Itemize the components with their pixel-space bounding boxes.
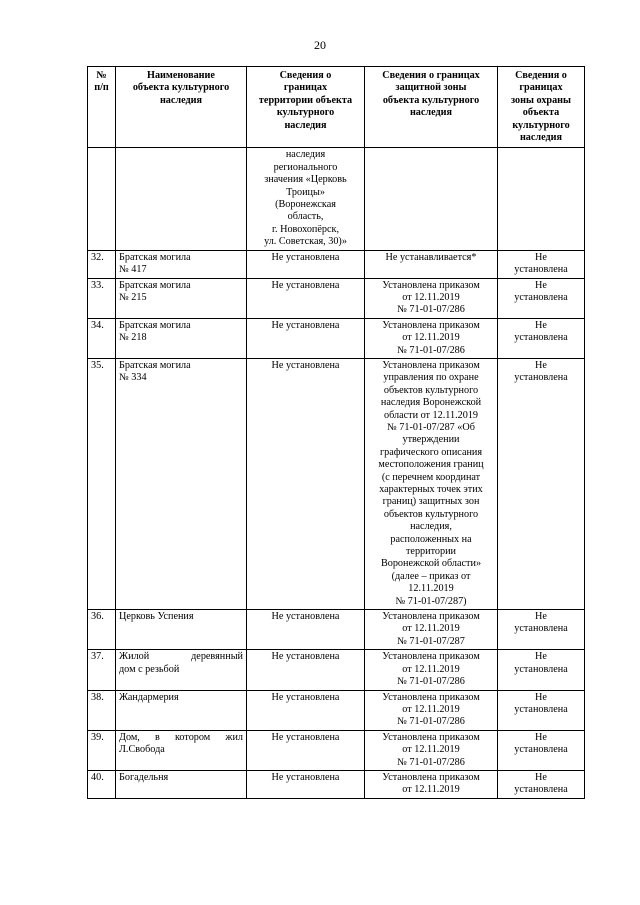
cell-line: Дом, в котором жил	[119, 731, 243, 743]
cell-line: № 71-01-07/287 «Об	[387, 421, 475, 433]
cell-line: № 71-01-07/286	[397, 756, 465, 768]
cell-line: № 71-01-07/286	[397, 676, 465, 688]
cell-line: границах	[519, 82, 563, 94]
cell-line: г. Новохопёрск,	[271, 223, 340, 235]
cell-line: Л.Свобода	[119, 744, 165, 756]
territory-info	[247, 250, 365, 278]
territory-info	[247, 358, 365, 609]
protection-zone-info	[498, 148, 585, 250]
cell-line: Не	[535, 611, 547, 623]
cell-line: Не	[535, 251, 547, 263]
cell-line: установлена	[514, 332, 568, 344]
cell-line: Сведения о	[279, 70, 332, 81]
cell-line: установлена	[514, 623, 568, 635]
cell-line: от 12.11.2019	[402, 291, 460, 303]
territory-info	[247, 610, 365, 650]
protection-zone-info	[498, 690, 585, 730]
cell-line: № 71-01-07/286	[397, 304, 465, 316]
object-name	[116, 610, 247, 650]
cell-line: установлена	[514, 291, 568, 303]
row-number: 39.	[88, 730, 116, 770]
cell-line: Установлена приказом	[382, 279, 480, 291]
protective-zone-info	[365, 690, 498, 730]
cell-line: Не	[535, 319, 547, 331]
cell-line: Не	[535, 771, 547, 783]
cell-line: границах	[283, 82, 328, 94]
protection-zone-info	[498, 650, 585, 690]
object-name	[116, 148, 247, 250]
row-number: 40.	[88, 770, 116, 798]
table-row	[88, 148, 585, 250]
cell-line: Не установлена	[271, 611, 340, 623]
table-row	[88, 690, 585, 730]
cell-line: (с перечнем координат	[381, 471, 481, 483]
cell-line: Наименование	[147, 70, 215, 81]
cell-line: Братская могила	[119, 319, 191, 331]
cell-line: от 12.11.2019	[402, 332, 460, 344]
cell-line: культурного	[276, 107, 335, 119]
header-protective-zone	[365, 67, 498, 148]
cell-line: установлена	[514, 703, 568, 715]
cell-line: Установлена приказом	[382, 691, 480, 703]
cell-line: от 12.11.2019	[402, 703, 460, 715]
cell-line: 12.11.2019	[408, 583, 454, 595]
cell-line: значения «Церковь	[264, 174, 347, 186]
object-name	[116, 318, 247, 358]
cell-line: Не установлена	[271, 651, 340, 663]
cell-line: Не установлена	[271, 359, 340, 371]
cell-line: от 12.11.2019	[402, 744, 460, 756]
cell-line: установлена	[514, 372, 568, 384]
cell-line: территории объекта	[258, 94, 353, 106]
cell-line: Троицы»	[286, 186, 325, 198]
cell-line: утверждении	[402, 434, 460, 446]
cell-line: Не	[535, 731, 547, 743]
object-name	[116, 278, 247, 318]
cell-line: объекта культурного	[132, 82, 230, 94]
cell-line: № 71-01-07/286	[397, 344, 465, 356]
row-number: 37.	[88, 650, 116, 690]
cell-line: наследия	[159, 94, 203, 106]
cell-line: местоположения границ	[378, 459, 484, 471]
protective-zone-info	[365, 730, 498, 770]
header-territory	[247, 67, 365, 148]
cell-line: территории	[405, 546, 457, 558]
cell-line: наследия Воронежской	[380, 397, 482, 409]
cell-line: Установлена приказом	[382, 611, 480, 623]
cell-line: от 12.11.2019	[402, 623, 460, 635]
cell-line: объекта культурного	[382, 94, 480, 106]
cell-line: Установлена приказом	[382, 651, 480, 663]
protection-zone-info	[498, 730, 585, 770]
cell-line: Братская могила	[119, 279, 191, 291]
object-name	[116, 358, 247, 609]
cell-line: (далее – приказ от	[391, 570, 471, 582]
cell-line: Сведения о границах	[382, 70, 480, 81]
cell-line: Братская могила	[119, 359, 191, 371]
cell-line: объектов культурного	[383, 384, 479, 396]
cell-line: Установлена приказом	[382, 319, 480, 331]
territory-info	[247, 278, 365, 318]
cell-line: Не установлена	[271, 279, 340, 291]
cell-line: п/п	[94, 82, 109, 94]
cell-line: наследия	[285, 149, 326, 161]
protective-zone-info	[365, 610, 498, 650]
territory-info	[247, 148, 365, 250]
cell-line: Установлена приказом	[382, 359, 480, 371]
cell-line: от 12.11.2019	[402, 663, 460, 675]
protective-zone-info	[365, 278, 498, 318]
cell-line: объектов культурного	[383, 508, 479, 520]
cell-line: Не установлена	[271, 319, 340, 331]
cell-line: характерных точек этих	[379, 484, 483, 495]
header-number	[88, 67, 116, 148]
protective-zone-info	[365, 770, 498, 798]
cell-line: (Воронежская	[275, 199, 336, 211]
row-number	[88, 148, 116, 250]
cell-line: Сведения о	[515, 70, 567, 81]
cell-line: ул. Советская, 30)»	[264, 236, 347, 248]
cell-line: Братская могила	[119, 251, 191, 263]
protective-zone-info	[365, 358, 498, 609]
object-name	[116, 690, 247, 730]
protective-zone-info	[365, 650, 498, 690]
cell-line: Не установлена	[271, 251, 340, 263]
table-row	[88, 250, 585, 278]
table-row	[88, 278, 585, 318]
heritage-objects-table	[87, 66, 585, 799]
row-number: 35.	[88, 358, 116, 609]
cell-line: управления по охране	[383, 372, 479, 384]
page-number: 20	[314, 38, 326, 52]
cell-line: № 334	[119, 372, 147, 384]
territory-info	[247, 730, 365, 770]
row-number: 38.	[88, 690, 116, 730]
cell-line: дом с резьбой	[119, 663, 180, 675]
territory-info	[247, 650, 365, 690]
cell-line: Церковь Успения	[119, 611, 194, 623]
object-name	[116, 250, 247, 278]
table-row	[88, 730, 585, 770]
object-name	[116, 730, 247, 770]
cell-line: № 71-01-07/286	[397, 716, 465, 728]
row-number: 32.	[88, 250, 116, 278]
cell-line: № 71-01-07/287	[397, 635, 465, 647]
cell-line: №	[96, 70, 107, 81]
territory-info	[247, 318, 365, 358]
cell-line: регионального	[273, 161, 338, 173]
cell-line: от 12.11.2019	[402, 784, 460, 796]
cell-line: установлена	[514, 784, 568, 796]
row-number: 34.	[88, 318, 116, 358]
table-row	[88, 358, 585, 609]
protective-zone-info	[365, 148, 498, 250]
cell-line: Жандармерия	[119, 691, 179, 703]
cell-line: Жилой деревянный	[119, 651, 243, 663]
cell-line: область,	[287, 211, 324, 223]
object-name	[116, 650, 247, 690]
protection-zone-info	[498, 770, 585, 798]
cell-line: Установлена приказом	[382, 731, 480, 743]
cell-line: Не установлена	[271, 731, 340, 743]
cell-line: Богадельня	[119, 771, 169, 783]
protective-zone-info	[365, 318, 498, 358]
table-row	[88, 318, 585, 358]
protection-zone-info	[498, 610, 585, 650]
cell-line: зоны охраны	[510, 94, 571, 106]
cell-line: № 215	[119, 291, 147, 303]
cell-line: расположенных на	[390, 533, 472, 545]
protection-zone-info	[498, 318, 585, 358]
cell-line: № 417	[119, 264, 147, 276]
cell-line: наследия	[519, 132, 563, 144]
protection-zone-info	[498, 250, 585, 278]
cell-line: № 218	[119, 332, 147, 344]
cell-line: Не	[535, 279, 547, 291]
protection-zone-info	[498, 358, 585, 609]
protective-zone-info	[365, 250, 498, 278]
table-body	[88, 148, 585, 798]
cell-line: Не устанавливается*	[385, 251, 477, 263]
territory-info	[247, 690, 365, 730]
cell-line: Не установлена	[271, 771, 340, 783]
cell-line: Воронежской области»	[380, 558, 482, 570]
territory-info	[247, 770, 365, 798]
table-row	[88, 650, 585, 690]
protection-zone-info	[498, 278, 585, 318]
cell-line: Не	[535, 359, 547, 371]
cell-line: наследия	[284, 119, 327, 131]
cell-line: объекта	[522, 107, 560, 119]
header-object-name	[116, 67, 247, 148]
cell-line: области от 12.11.2019	[383, 409, 479, 421]
table-header-row	[88, 67, 585, 148]
cell-line: установлена	[514, 264, 568, 276]
cell-line: наследия,	[410, 521, 452, 533]
cell-line: Установлена приказом	[382, 771, 480, 783]
cell-line: Не	[535, 691, 547, 703]
cell-line: установлена	[514, 744, 568, 756]
cell-line: графического описания	[379, 446, 483, 458]
row-number: 36.	[88, 610, 116, 650]
cell-line: наследия	[409, 107, 453, 119]
object-name	[116, 770, 247, 798]
cell-line: установлена	[514, 663, 568, 675]
header-protection-zone	[498, 67, 585, 148]
cell-line: № 71-01-07/287)	[395, 595, 467, 607]
cell-line: Не	[535, 651, 547, 663]
table-row	[88, 610, 585, 650]
cell-line: защитной зоны	[395, 82, 467, 94]
cell-line: Не установлена	[271, 691, 340, 703]
cell-line: границ) защитных зон	[382, 496, 480, 508]
row-number: 33.	[88, 278, 116, 318]
cell-line: культурного	[512, 119, 570, 131]
table-row	[88, 770, 585, 798]
